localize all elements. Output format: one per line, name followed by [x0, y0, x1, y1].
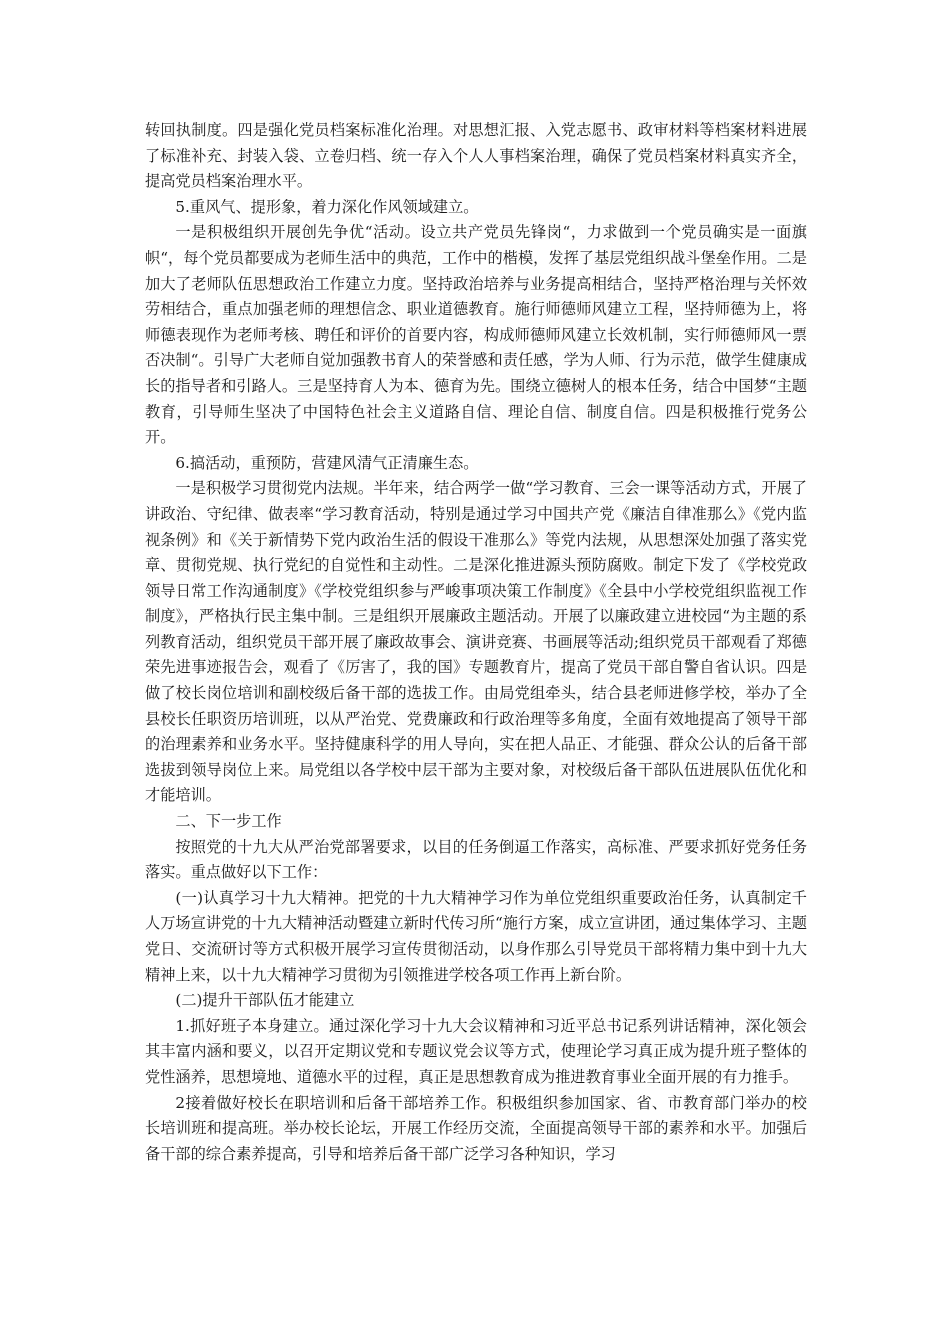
subheading-cadre-capacity: (二)提升干部队伍才能建立 [175, 991, 355, 1010]
paragraph-principal-training: 2接着做好校长在职培训和后备干部培养工作。积极组织参加国家、省、市教育部门举办的校长培训班和提高班。举办校长论坛，开展工作经历交流，全面提高领导干部的素养和水平。加强后备干部的综合素养提高，引导和培养后备干部广泛学习各种知识，学习 [145, 1093, 807, 1163]
section-heading-next-steps: 二、下一步工作 [175, 812, 282, 831]
paragraph-study-19th-congress: (一)认真学习十九大精神。把党的十九大精神学习作为单位党组织重要政治任务，认真制定千人万场宣讲党的十九大精神活动暨建立新时代传习所“施行方案，成立宣讲团，通过集体学习、主题党日、交流研讨等方式积极开展学习宣传贯彻活动，以身作那么引导党员干部将精力集中到十九大精神上来，以十九大精神学习贯彻为引领推进学校各项工作再上新台阶。 [145, 888, 807, 984]
paragraph-clean-government: 一是积极学习贯彻党内法规。半年来，结合两学一做“学习教育、三会一课等活动方式，开展了讲政治、守纪律、做表率“学习教育活动，特别是通过学习中国共产党《廉洁自律准那么》《党内监视条例》和《关于新情势下党内政治生活的假设干准那么》等党内法规，从思想深处加强了落实党章、贯彻党规、执行党纪的自觉性和主动性。二是深化推进源头预防腐败。制定下发了《学校党政领导日常工作沟通制度》《学校党组织参与严峻事项决策工作制度》《全县中小学校党组织监视工作制度》，严格执行民主集中制。三是组织开展廉政主题活动。开展了以廉政建立进校园“为主题的系列教育活动，组织党员干部开展了廉政故事会、演讲竞赛、书画展等活动;组织党员干部观看了郑德荣先进事迹报告会，观看了《厉害了，我的国》专题教育片，提高了党员干部自警自省认识。四是做了校长岗位培训和副校级后备干部的选拔工作。由局党组牵头，结合县老师进修学校，举办了全县校长任职资历培训班，以从严治党、党费廉政和行政治理等多角度，全面有效地提高了领导干部的治理素养和业务水平。坚持健康科学的用人导向，实在把人品正、才能强、群众公认的后备干部选拔到领导岗位上来。局党组以各学校中层干部为主要对象，对校级后备干部队伍进展队伍优化和才能培训。 [145, 479, 807, 805]
paragraph-next-steps-intro: 按照党的十九大从严治党部署要求，以目的任务倒逼工作落实，高标准、严要求抓好党务任务落实。重点做好以下工作： [145, 837, 807, 882]
paragraph-leadership-team: 1.抓好班子本身建立。通过深化学习十九大会议精神和习近平总书记系列讲话精神，深化领会其丰富内涵和要义，以召开定期议党和专题议党会议等方式，使理论学习真正成为提升班子整体的党性涵养，思想境地、道德水平的过程，真正是思想教育成为推进教育事业全面开展的有力推手。 [145, 1016, 807, 1086]
paragraph-work-style: 一是积极组织开展创先争优“活动。设立共产党员先锋岗“，力求做到一个党员确实是一面旗帜“，每个党员都要成为老师生活中的典范，工作中的楷模，发挥了基层党组织战斗堡垒作用。二是加大了老师队伍思想政治工作建立力度。坚持政治培养与业务提高相结合，坚持严格治理与关怀效劳相结合，重点加强老师的理想信念、职业道德教育。施行师德师风建立工程，坚持师德为上，将师德表现作为老师考核、聘任和评价的首要内容，构成师德师风建立长效机制，实行师德师风一票否决制“。引导广大老师自觉加强教书育人的荣誉感和责任感，学为人师、行为示范，做学生健康成长的指导者和引路人。三是坚持育人为本、德育为先。围绕立德树人的根本任务，结合中国梦“主题教育，引导师生坚决了中国特色社会主义道路自信、理论自信、制度自信。四是积极推行党务公开。 [145, 223, 807, 447]
section-heading-5: 5.重风气、提形象，着力深化作风领域建立。 [175, 197, 479, 216]
paragraph-continuation: 转回执制度。四是强化党员档案标准化治理。对思想汇报、入党志愿书、政审材料等档案材料进展了标准补充、封装入袋、立卷归档、统一存入个人人事档案治理，确保了党员档案材料真实齐全，提高党员档案治理水平。 [145, 121, 807, 191]
document-body [145, 118, 807, 1167]
section-heading-6: 6.搞活动，重预防，营建风清气正清廉生态。 [175, 453, 479, 472]
